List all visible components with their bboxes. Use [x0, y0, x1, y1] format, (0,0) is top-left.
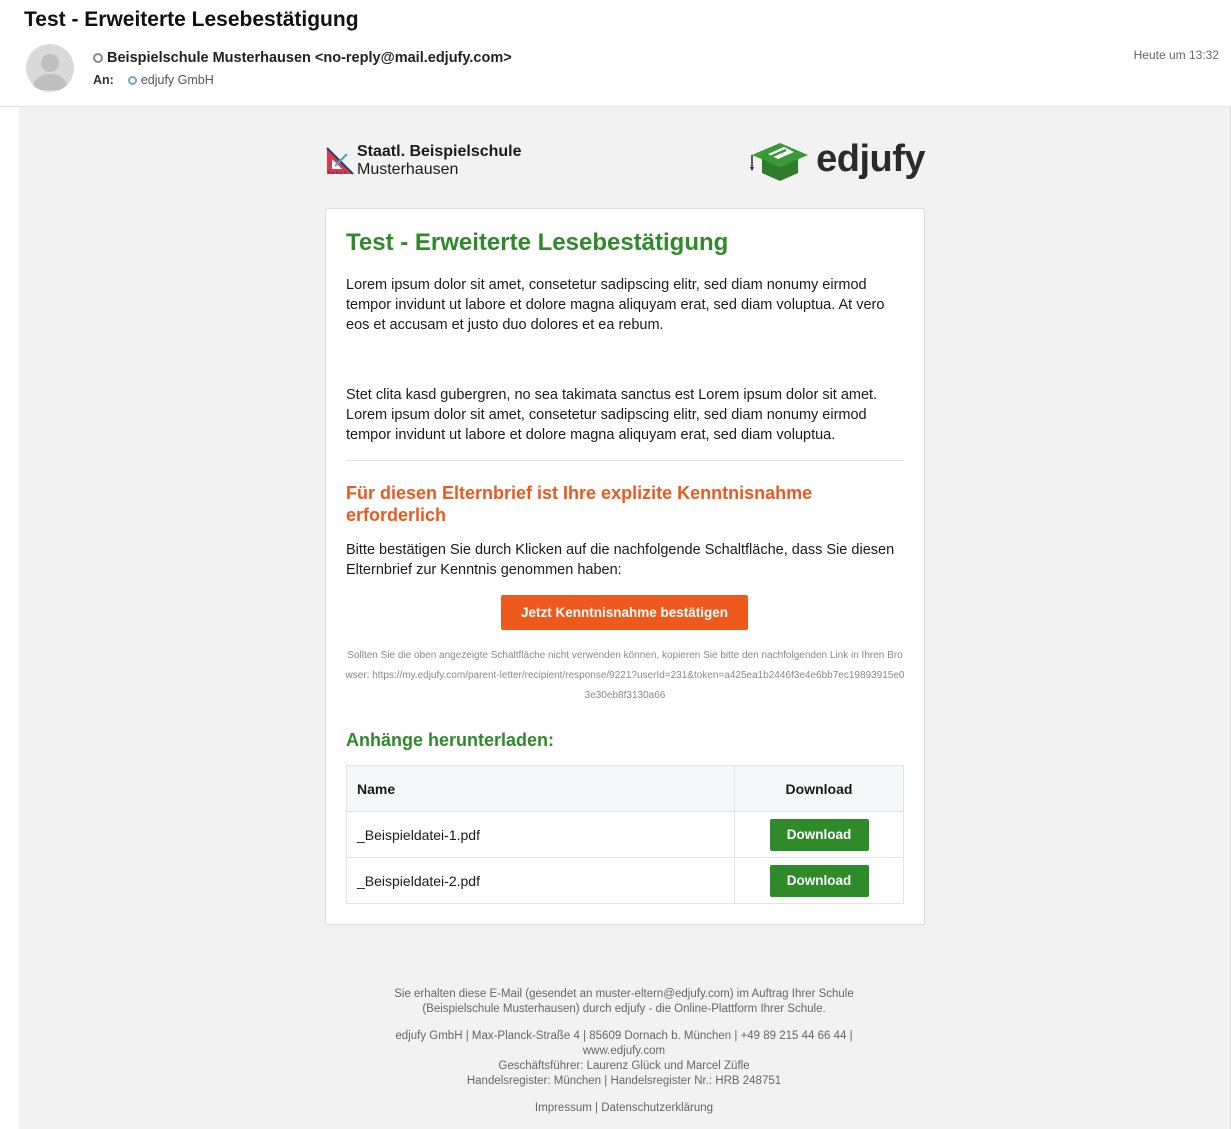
impressum-link[interactable]: Impressum	[534, 1102, 592, 1114]
mail-body	[19, 107, 1231, 1129]
content-divider	[346, 460, 904, 461]
attachment-download-cell	[735, 858, 904, 904]
recipient[interactable]	[128, 73, 214, 87]
letter-title: Test - Erweiterte Lesebestätigung	[346, 229, 729, 256]
recipient-label: An:	[93, 73, 114, 87]
confirmation-required-heading: Für diesen Elternbrief ist Ihre explizite Kenntnisnahme erforderlich	[346, 483, 813, 525]
school-logo	[325, 143, 522, 179]
footer-managers: Geschäftsführer: Laurenz Glück und Marcel Züfle	[498, 1060, 750, 1072]
person-icon	[26, 44, 74, 92]
letter-paragraph-1: Lorem ipsum dolor sit amet, consetetur sadipscing elitr, sed diam nonumy eirmod tempor invidunt ut labore et dolore magna aliquyam erat, sed diam voluptua. At vero eos et accusam et justo duo dolores et ea rebum.	[346, 277, 885, 333]
attachment-filename: _Beispieldatei-2.pdf	[347, 858, 735, 904]
attachments-heading: Anhänge herunterladen:	[346, 730, 555, 750]
edjufy-wordmark: edjufy	[816, 137, 925, 180]
sender-address[interactable]: Beispielschule Musterhausen <no-reply@mail.edjufy.com>	[107, 50, 512, 66]
privacy-policy-link[interactable]: Datenschutzerklärung	[601, 1102, 714, 1114]
graduation-cap-icon	[748, 135, 812, 183]
attachment-row	[347, 858, 904, 904]
download-button[interactable]: Download	[770, 865, 869, 897]
sender-status-icon	[93, 53, 103, 63]
brand-row	[325, 135, 925, 183]
recipient-line	[93, 73, 214, 87]
footer-company: edjufy GmbH | Max-Planck-Straße 4 | 85609 Dornach b. München | +49 89 215 44 66 44 | www.edjufy.com	[395, 1030, 853, 1057]
footer-notice: Sie erhalten diese E-Mail (gesendet an muster-eltern@edjufy.com) im Auftrag Ihrer Schule (Beispielschule Musterhausen) durch edjufy - die Online-Plattform Ihrer Schule.	[394, 988, 854, 1015]
letter-paragraph-2: Stet clita kasd gubergren, no sea takimata sanctus est Lorem ipsum dolor sit amet. Lorem ipsum dolor sit amet, consetetur sadipscing elitr, sed diam nonumy eirmod tempor invidunt ut labore et dolore magna aliquyam erat, sed diam voluptua.	[346, 387, 878, 443]
mail-subject: Test - Erweiterte Lesebestätigung	[24, 8, 359, 31]
footer-register: Handelsregister: München | Handelsregister Nr.: HRB 248751	[466, 1075, 782, 1087]
download-button[interactable]: Download	[770, 819, 869, 851]
set-square-icon	[325, 146, 355, 176]
sender-avatar[interactable]	[26, 44, 74, 92]
fallback-link-text[interactable]: Sollten Sie die oben angezeigte Schaltfläche nicht verwenden können, kopieren Sie bitte den nachfolgenden Link in Ihren Browser: https://my.edjufy.com/parent-letter/recipient/response/9221?userId=231&token=a425ea1b2446f3e4e6bb7ec19893915e03e30eb8f3130a66	[345, 650, 905, 701]
attachment-filename: _Beispieldatei-1.pdf	[347, 812, 735, 858]
edjufy-logo	[748, 135, 925, 183]
recipient-status-icon	[128, 76, 137, 85]
mail-header	[0, 0, 1231, 107]
sender-line[interactable]	[93, 50, 512, 66]
school-name-line1: Staatl. Beispielschule	[357, 143, 522, 160]
mail-footer	[375, 987, 873, 1116]
mail-timestamp: Heute um 13:32	[1133, 48, 1219, 62]
confirmation-instructions: Bitte bestätigen Sie durch Klicken auf die nachfolgende Schaltfläche, dass Sie diesen Elternbrief zur Kenntnis genommen haben:	[346, 542, 895, 578]
column-header-name: Name	[347, 766, 735, 812]
school-name-line2: Musterhausen	[357, 161, 459, 178]
attachment-download-cell	[735, 812, 904, 858]
attachment-row	[347, 812, 904, 858]
column-header-download: Download	[735, 766, 904, 812]
letter-card	[325, 208, 925, 925]
footer-link-separator: |	[595, 1102, 598, 1114]
recipient-name[interactable]: edjufy GmbH	[140, 73, 214, 87]
confirm-acknowledgement-button[interactable]: Jetzt Kenntnisnahme bestätigen	[501, 595, 748, 630]
attachments-table	[346, 765, 904, 904]
footer-links	[375, 1101, 873, 1116]
attachments-header-row	[347, 766, 904, 812]
